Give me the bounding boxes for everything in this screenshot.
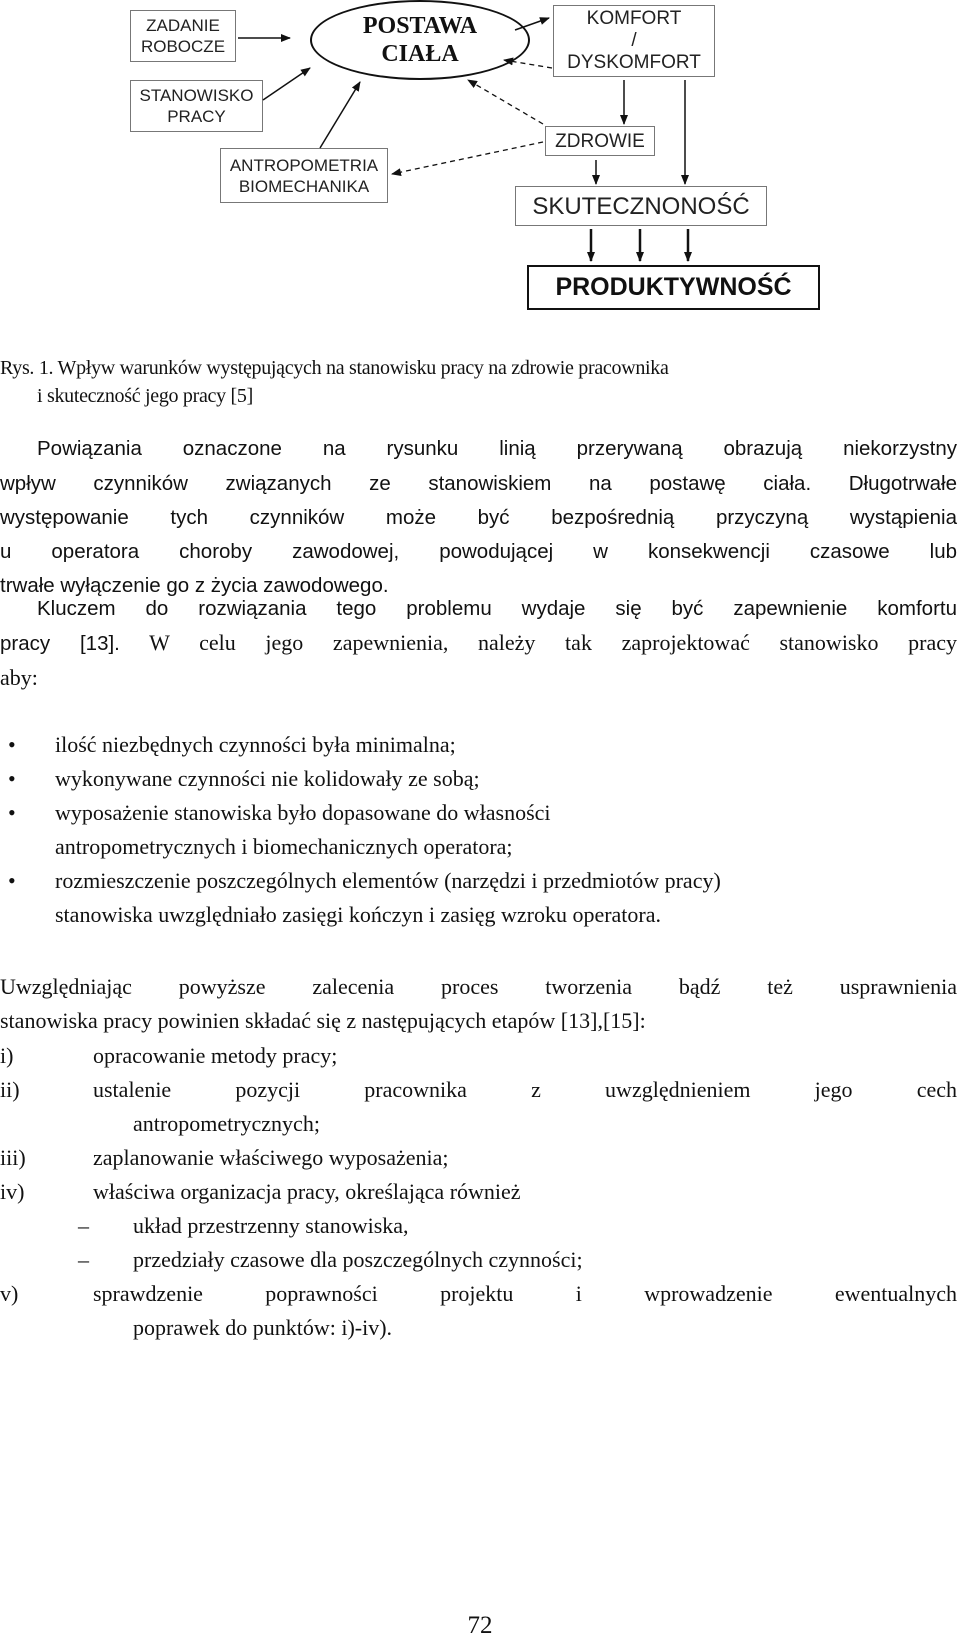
arrow-antropometria-postawa	[320, 82, 360, 148]
step-text: ustalenie pozycji pracownika z uwzględnieniem jego cech	[93, 1077, 957, 1102]
step-number: ii)	[0, 1077, 20, 1102]
step-number: i)	[0, 1043, 14, 1068]
figure-diagram	[0, 0, 960, 330]
bullet-text: rozmieszczenie poszczególnych elementów (narzędzi i przedmiotów pracy)	[55, 868, 721, 893]
box-line: DYSKOMFORT	[567, 52, 701, 73]
step-number: v)	[0, 1281, 19, 1306]
arrow-postawa-komfort	[515, 18, 549, 30]
step-item-ii	[0, 1073, 957, 1141]
box-line: BIOMECHANIKA	[238, 176, 370, 196]
bullet-item-2	[0, 762, 957, 796]
box-line: PRACY	[167, 107, 226, 126]
box-line: SKUTECZNONOŚĆ	[532, 192, 750, 220]
step-item-iii	[0, 1141, 957, 1175]
bullet-text-continued: antropometrycznych i biomechanicznych operatora;	[55, 834, 513, 859]
sub-item-1	[78, 1209, 409, 1243]
para3-line-2: stanowiska pracy powinien składać się z następujących etapów [13],[15]:	[0, 1008, 646, 1033]
para2-line-1: Kluczem do rozwiązania tego problemu wydaje się być zapewnienie komfortu	[37, 597, 957, 620]
sub-item-text: układ przestrzenny stanowiska,	[133, 1213, 409, 1238]
step-text-continued: antropometrycznych;	[133, 1111, 320, 1136]
sub-item-text: przedziały czasowe dla poszczególnych czynności;	[133, 1247, 583, 1272]
para2-line-3: aby:	[0, 665, 38, 690]
ellipse-line: CIAŁA	[381, 41, 459, 67]
arrow-dashed-zdrowie-postawa	[468, 80, 543, 124]
bullet-item-4	[0, 864, 957, 932]
caption-line-2: i skuteczność jego pracy [5]	[37, 385, 253, 407]
box-produktywnosc: PRODUKTYWNOŚĆ	[527, 265, 820, 310]
para1-line-4: u operatora choroby zawodowej, powodującej w konsekwencji czasowe lub	[0, 540, 957, 563]
para3-line-1: Uwzględniając powyższe zalecenia proces tworzenia bądź też usprawnienia	[0, 974, 957, 999]
box-line: /	[631, 30, 637, 51]
step-text: sprawdzenie poprawności projektu i wprowadzenie ewentualnych	[93, 1281, 957, 1306]
step-text-continued: poprawek do punktów: i)-iv).	[133, 1315, 393, 1340]
bullet-text: wykonywane czynności nie kolidowały ze sobą;	[55, 766, 480, 791]
para2-line-2b: W celu jego zapewnienia, należy tak zaprojektować stanowisko pracy	[119, 630, 957, 655]
ellipse-line: POSTAWA	[362, 13, 478, 39]
para1-line-2b: Długotrwałe	[811, 472, 957, 495]
para1-line-3: występowanie tych czynników może być bezpośrednią przyczyną wystąpienia	[0, 506, 957, 529]
step-text: właściwa organizacja pracy, określająca również	[93, 1179, 521, 1204]
dash-symbol: –	[78, 1213, 89, 1238]
para1-line-2a: wpływ czynników związanych ze stanowiskiem na postawę ciała.	[0, 472, 812, 495]
bullet-text: ilość niezbędnych czynności była minimalna;	[55, 732, 456, 757]
step-item-iv	[0, 1175, 957, 1209]
box-line: ZADANIE	[146, 16, 220, 35]
arrow-dashed-zdrowie-antropometria	[392, 142, 543, 174]
paragraph-2	[0, 592, 957, 695]
box-line: ZDROWIE	[555, 130, 645, 152]
bullet-symbol: •	[8, 732, 16, 757]
bullet-symbol: •	[8, 868, 16, 893]
arrow-dashed-komfort-postawa	[504, 60, 552, 68]
page-number: 72	[467, 1612, 493, 1639]
bullet-item-3	[0, 796, 957, 864]
box-line: ROBOCZE	[140, 37, 226, 56]
box-line: ANTROPOMETRIA	[229, 155, 379, 175]
figure-caption	[0, 354, 960, 410]
arrow-stanowisko-postawa	[263, 68, 310, 100]
step-item-v	[0, 1277, 957, 1345]
paragraph-3	[0, 970, 957, 1038]
step-number: iv)	[0, 1179, 25, 1204]
step-text: zaplanowanie właściwego wyposażenia;	[93, 1145, 449, 1170]
bullet-text-continued: stanowiska uwzględniało zasięgi kończyn i zasięg wzroku operatora.	[55, 902, 662, 927]
box-line: KOMFORT	[586, 8, 682, 29]
bullet-text: wyposażenie stanowiska było dopasowane do własności	[55, 800, 551, 825]
bullet-symbol: •	[8, 800, 16, 825]
box-line: STANOWISKO	[139, 86, 254, 105]
step-text: opracowanie metody pracy;	[93, 1043, 338, 1068]
dash-symbol: –	[78, 1247, 89, 1272]
step-item-i	[0, 1039, 957, 1073]
sub-item-2	[78, 1243, 583, 1277]
paragraph-1	[0, 432, 957, 603]
step-number: iii)	[0, 1145, 26, 1170]
caption-line-1: Rys. 1. Wpływ warunków występujących na stanowisku pracy na zdrowie pracownika	[0, 357, 669, 379]
diagram-arrows	[0, 0, 960, 330]
para2-line-2	[0, 626, 957, 661]
bullet-symbol: •	[8, 766, 16, 791]
para2-line-2a: pracy [13].	[0, 632, 120, 655]
para1-line-5: trwałe wyłączenie go z życia zawodowego.	[0, 574, 389, 597]
bullet-item-1	[0, 728, 957, 762]
para1-line-2	[0, 466, 957, 501]
para1-line-1: Powiązania oznaczone na rysunku linią przerywaną obrazują niekorzystny	[37, 437, 957, 460]
